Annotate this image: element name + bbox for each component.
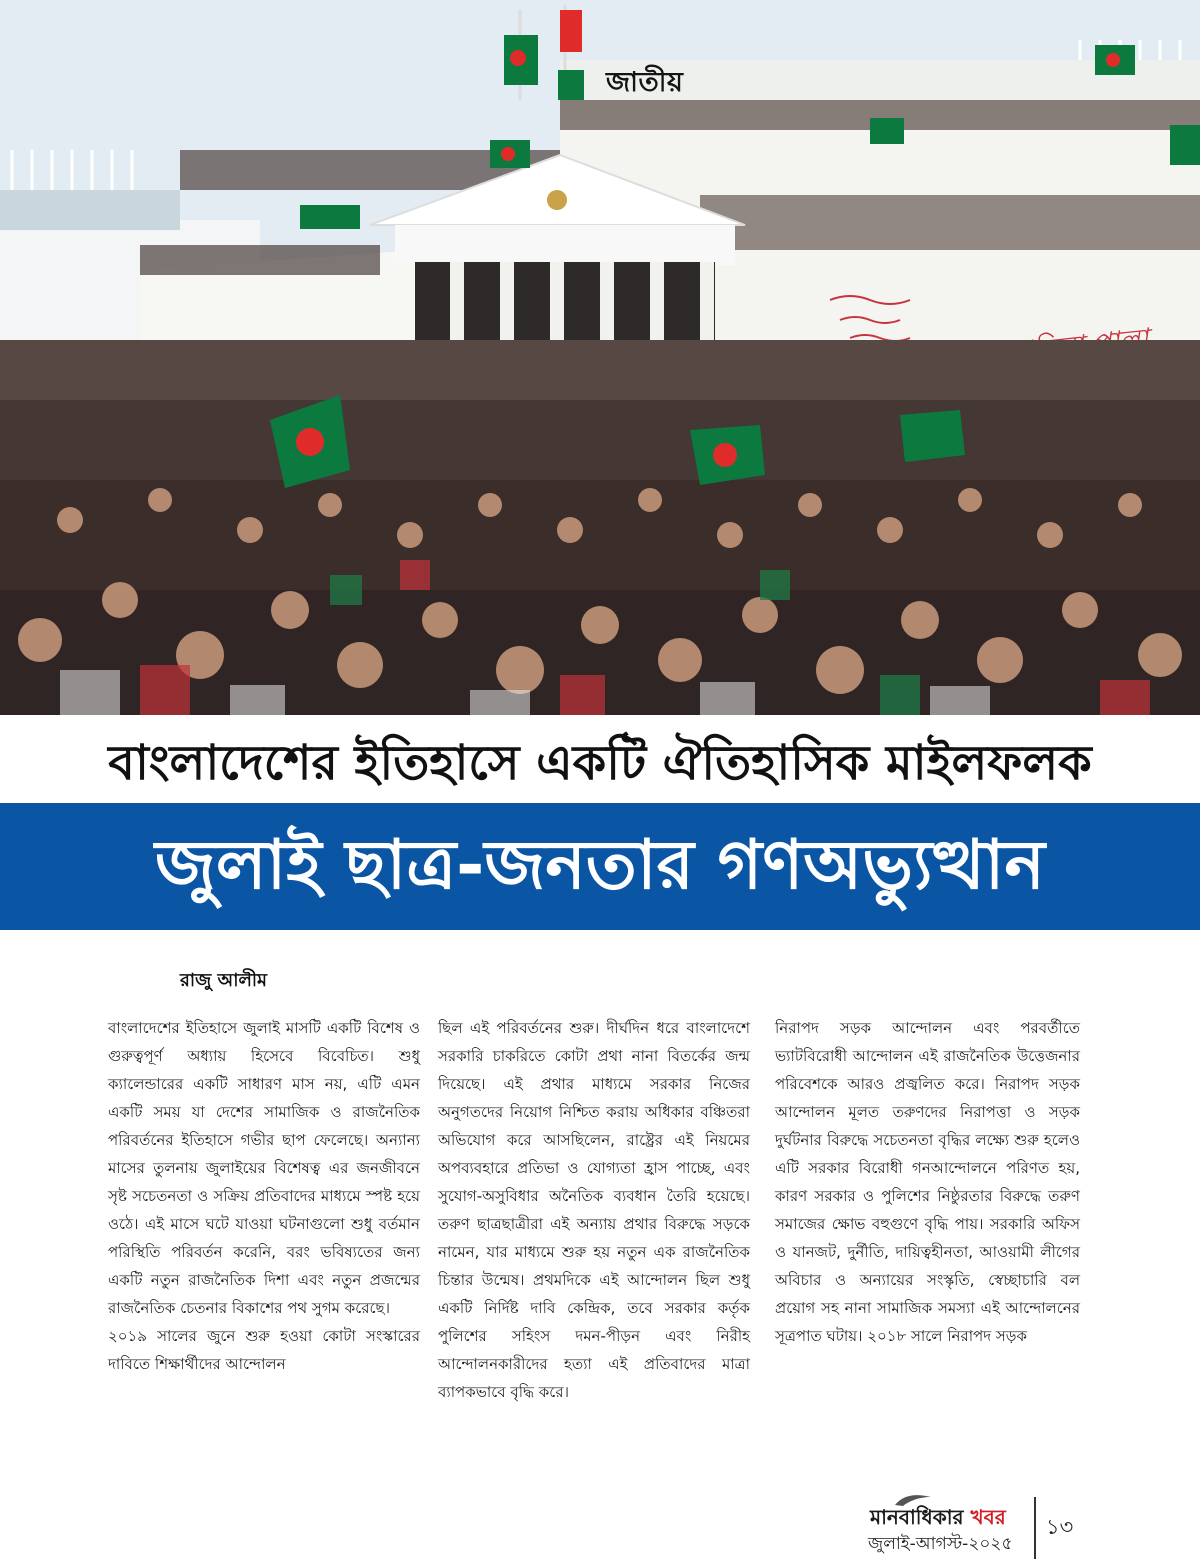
brand-accent: খবর	[970, 1505, 1006, 1529]
page-number: ১৩	[1046, 1515, 1074, 1539]
article-column-2	[438, 1014, 750, 1406]
author-byline: রাজু আলীম	[180, 970, 268, 991]
issue-date: জুলাই-আগস্ট-২০২৫	[868, 1534, 1013, 1554]
paragraph: ২০১৯ সালের জুনে শুরু হওয়া কোটা সংস্কারের দাবিতে শিক্ষার্থীদের আন্দোলন	[108, 1327, 420, 1373]
paragraph: বাংলাদেশের ইতিহাসে জুলাই মাসটি একটি বিশেষ ও গুরুত্বপূর্ণ অধ্যায় হিসেবে বিবেচিত। শুধু ক্যালেন্ডারের একটি সাধারণ মাস নয়, এটি এমন একটি সময় যা দেশের সামাজিক ও রাজনৈতিক পরিবর্তনের ইতিহাসে গভীর ছাপ ফেলেছে। অন্যান্য মাসের তুলনায় জুলাইয়ের বিশেষত্ব এর জনজীবনে সৃষ্ট সচেতনতা ও সক্রিয় প্রতিবাদের মাধ্যমে স্পষ্ট হয়ে ওঠে। এই মাসে ঘটে যাওয়া ঘটনাগুলো শুধু বর্তমান পরিস্থিতি পরিবর্তন করেনি, বরং ভবিষ্যতের জন্য একটি নতুন রাজনৈতিক দিশা এবং নতুন প্রজন্মের রাজনৈতিক চেতনার বিকাশের পথ সুগম করেছে।	[108, 1019, 420, 1317]
headline-kicker: বাংলাদেশের ইতিহাসে একটি ঐতিহাসিক মাইলফলক	[108, 735, 1092, 791]
article-column-3	[775, 1014, 1080, 1350]
crowd-illustration	[0, 0, 1200, 715]
paragraph: ছিল এই পরিবর্তনের শুরু। দীর্ঘদিন ধরে বাংলাদেশে সরকারি চাকরিতে কোটা প্রথা নানা বিতর্কের জন্ম দিয়েছে। এই প্রথার মাধ্যমে সরকার নিজের অনুগতদের নিয়োগ নিশ্চিত করায় অধিকার বঞ্চিতরা অভিযোগ করে আসছিলেন, রাষ্ট্রের এই নিয়মের অপব্যবহারে প্রতিভা ও যোগ্যতা হ্রাস পাচ্ছে, এবং সুযোগ-অসুবিধার অনৈতিক ব্যবধান তৈরি হয়েছে। তরুণ ছাত্রছাত্রীরা এই অন্যায় প্রথার বিরুদ্ধে সড়কে নামেন, যার মাধ্যমে শুরু হয় নতুন এক রাজনৈতিক চিন্তার উন্মেষ। প্রথমদিকে এই আন্দোলন ছিল শুধু একটি নির্দিষ্ট দাবি কেন্দ্রিক, তবে সরকার কর্তৃক পুলিশের সহিংস দমন-পীড়ন এবং নিরীহ আন্দোলনকারীদের হত্যা এই প্রতিবাদের মাত্রা ব্যাপকভাবে বৃদ্ধি করে।	[438, 1019, 750, 1401]
section-label: জাতীয়	[606, 67, 684, 98]
brand-name: মানবাধিকার	[870, 1505, 964, 1529]
cover-photo	[0, 0, 1200, 715]
footer-divider	[1034, 1497, 1036, 1559]
paragraph: নিরাপদ সড়ক আন্দোলন এবং পরবর্তীতে ভ্যাটবিরোধী আন্দোলন এই রাজনৈতিক উত্তেজনার পরিবেশকে আরও প্রজ্বলিত করে। নিরাপদ সড়ক আন্দোলন মূলত তরুণদের নিরাপত্তা ও সড়ক দুর্ঘটনার বিরুদ্ধে সচেতনতা বৃদ্ধির লক্ষ্যে শুরু হলেও এটি সরকার বিরোধী গনআন্দোলনে পরিণত হয়, কারণ সরকার ও পুলিশের নিষ্ঠুরতার বিরুদ্ধে তরুণ সমাজের ক্ষোভ বহুগুণে বৃদ্ধি পায়। সরকারি অফিস ও যানজট, দুর্নীতি, দায়িত্বহীনতা, আওয়ামী লীগের অবিচার ও অন্যায়ের সংস্কৃতি, স্বেচ্ছাচারি বল প্রয়োগ সহ নানা সামাজিক সমস্যা এই আন্দোলনের সূত্রপাত ঘটায়। ২০১৮ সালে নিরাপদ সড়ক	[775, 1019, 1080, 1345]
article-column-1	[108, 1014, 420, 1378]
headline-title: জুলাই ছাত্র-জনতার গণঅভ্যুত্থান	[155, 826, 1045, 905]
